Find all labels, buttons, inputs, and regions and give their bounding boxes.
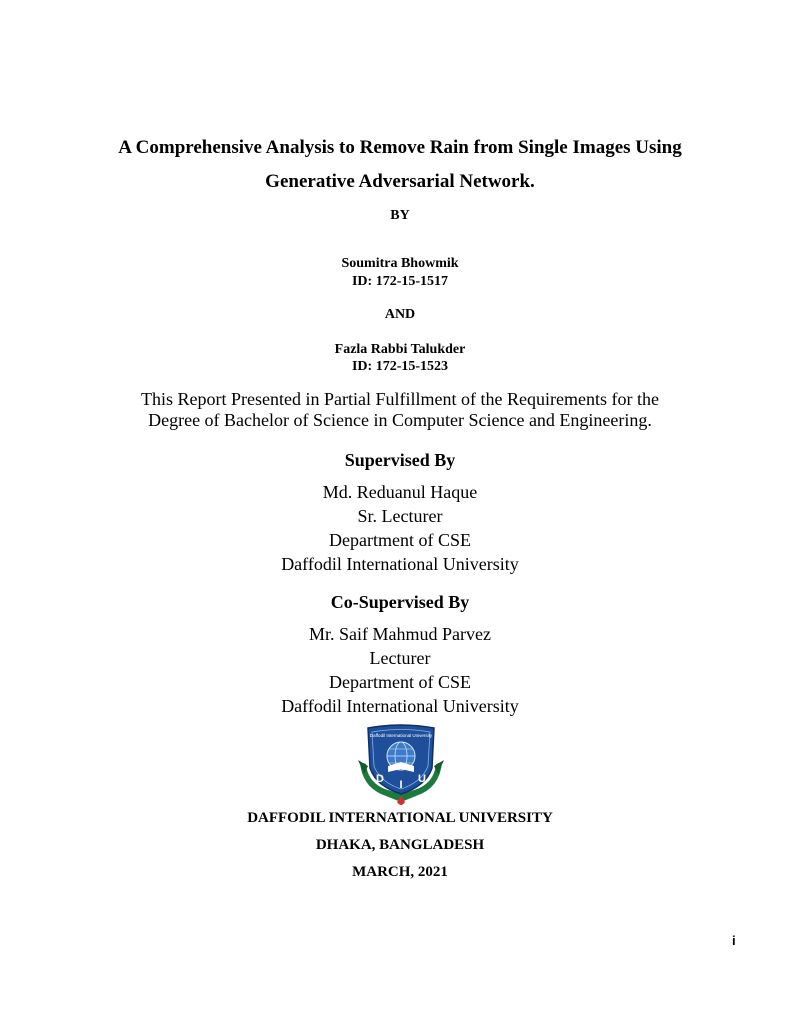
logo-letter-i: I xyxy=(399,779,403,791)
statement-line-1: This Report Presented in Partial Fulfillment of the Requirements for the xyxy=(141,389,659,409)
supervisor-department: Department of CSE xyxy=(329,530,471,550)
thesis-title-line-1: A Comprehensive Analysis to Remove Rain from Single Images Using xyxy=(118,137,682,158)
author-1-id: ID: 172-15-1517 xyxy=(351,274,449,289)
author-1-name: Soumitra Bhowmik xyxy=(341,256,459,271)
supervisor-name: Md. Reduanul Haque xyxy=(322,482,478,502)
author-2-id: ID: 172-15-1523 xyxy=(351,359,449,374)
supervisor-heading: Supervised By xyxy=(344,450,456,470)
university-logo xyxy=(356,722,446,808)
co-supervisor-designation: Lecturer xyxy=(369,648,431,668)
supervisor-university: Daffodil International University xyxy=(281,554,519,574)
co-supervisor-name: Mr. Saif Mahmud Parvez xyxy=(309,624,491,644)
logo-top-text: Daffodil International University xyxy=(369,733,433,738)
logo-letter-u: U xyxy=(418,773,426,785)
co-supervisor-heading: Co-Supervised By xyxy=(330,592,470,612)
and-label: AND xyxy=(384,307,416,322)
footer-date: MARCH, 2021 xyxy=(352,864,448,880)
co-supervisor-university: Daffodil International University xyxy=(281,696,519,716)
logo-letter-d: D xyxy=(376,773,384,785)
supervisor-designation: Sr. Lecturer xyxy=(357,506,443,526)
page-number: i xyxy=(732,933,736,948)
author-2-name: Fazla Rabbi Talukder xyxy=(334,342,466,357)
footer-institution: DAFFODIL INTERNATIONAL UNIVERSITY xyxy=(247,810,553,826)
thesis-title-line-2: Generative Adversarial Network. xyxy=(265,171,535,192)
statement-line-2: Degree of Bachelor of Science in Computer Science and Engineering. xyxy=(148,410,652,430)
by-label: BY xyxy=(390,208,410,223)
footer-location: DHAKA, BANGLADESH xyxy=(315,837,485,853)
co-supervisor-department: Department of CSE xyxy=(329,672,471,692)
